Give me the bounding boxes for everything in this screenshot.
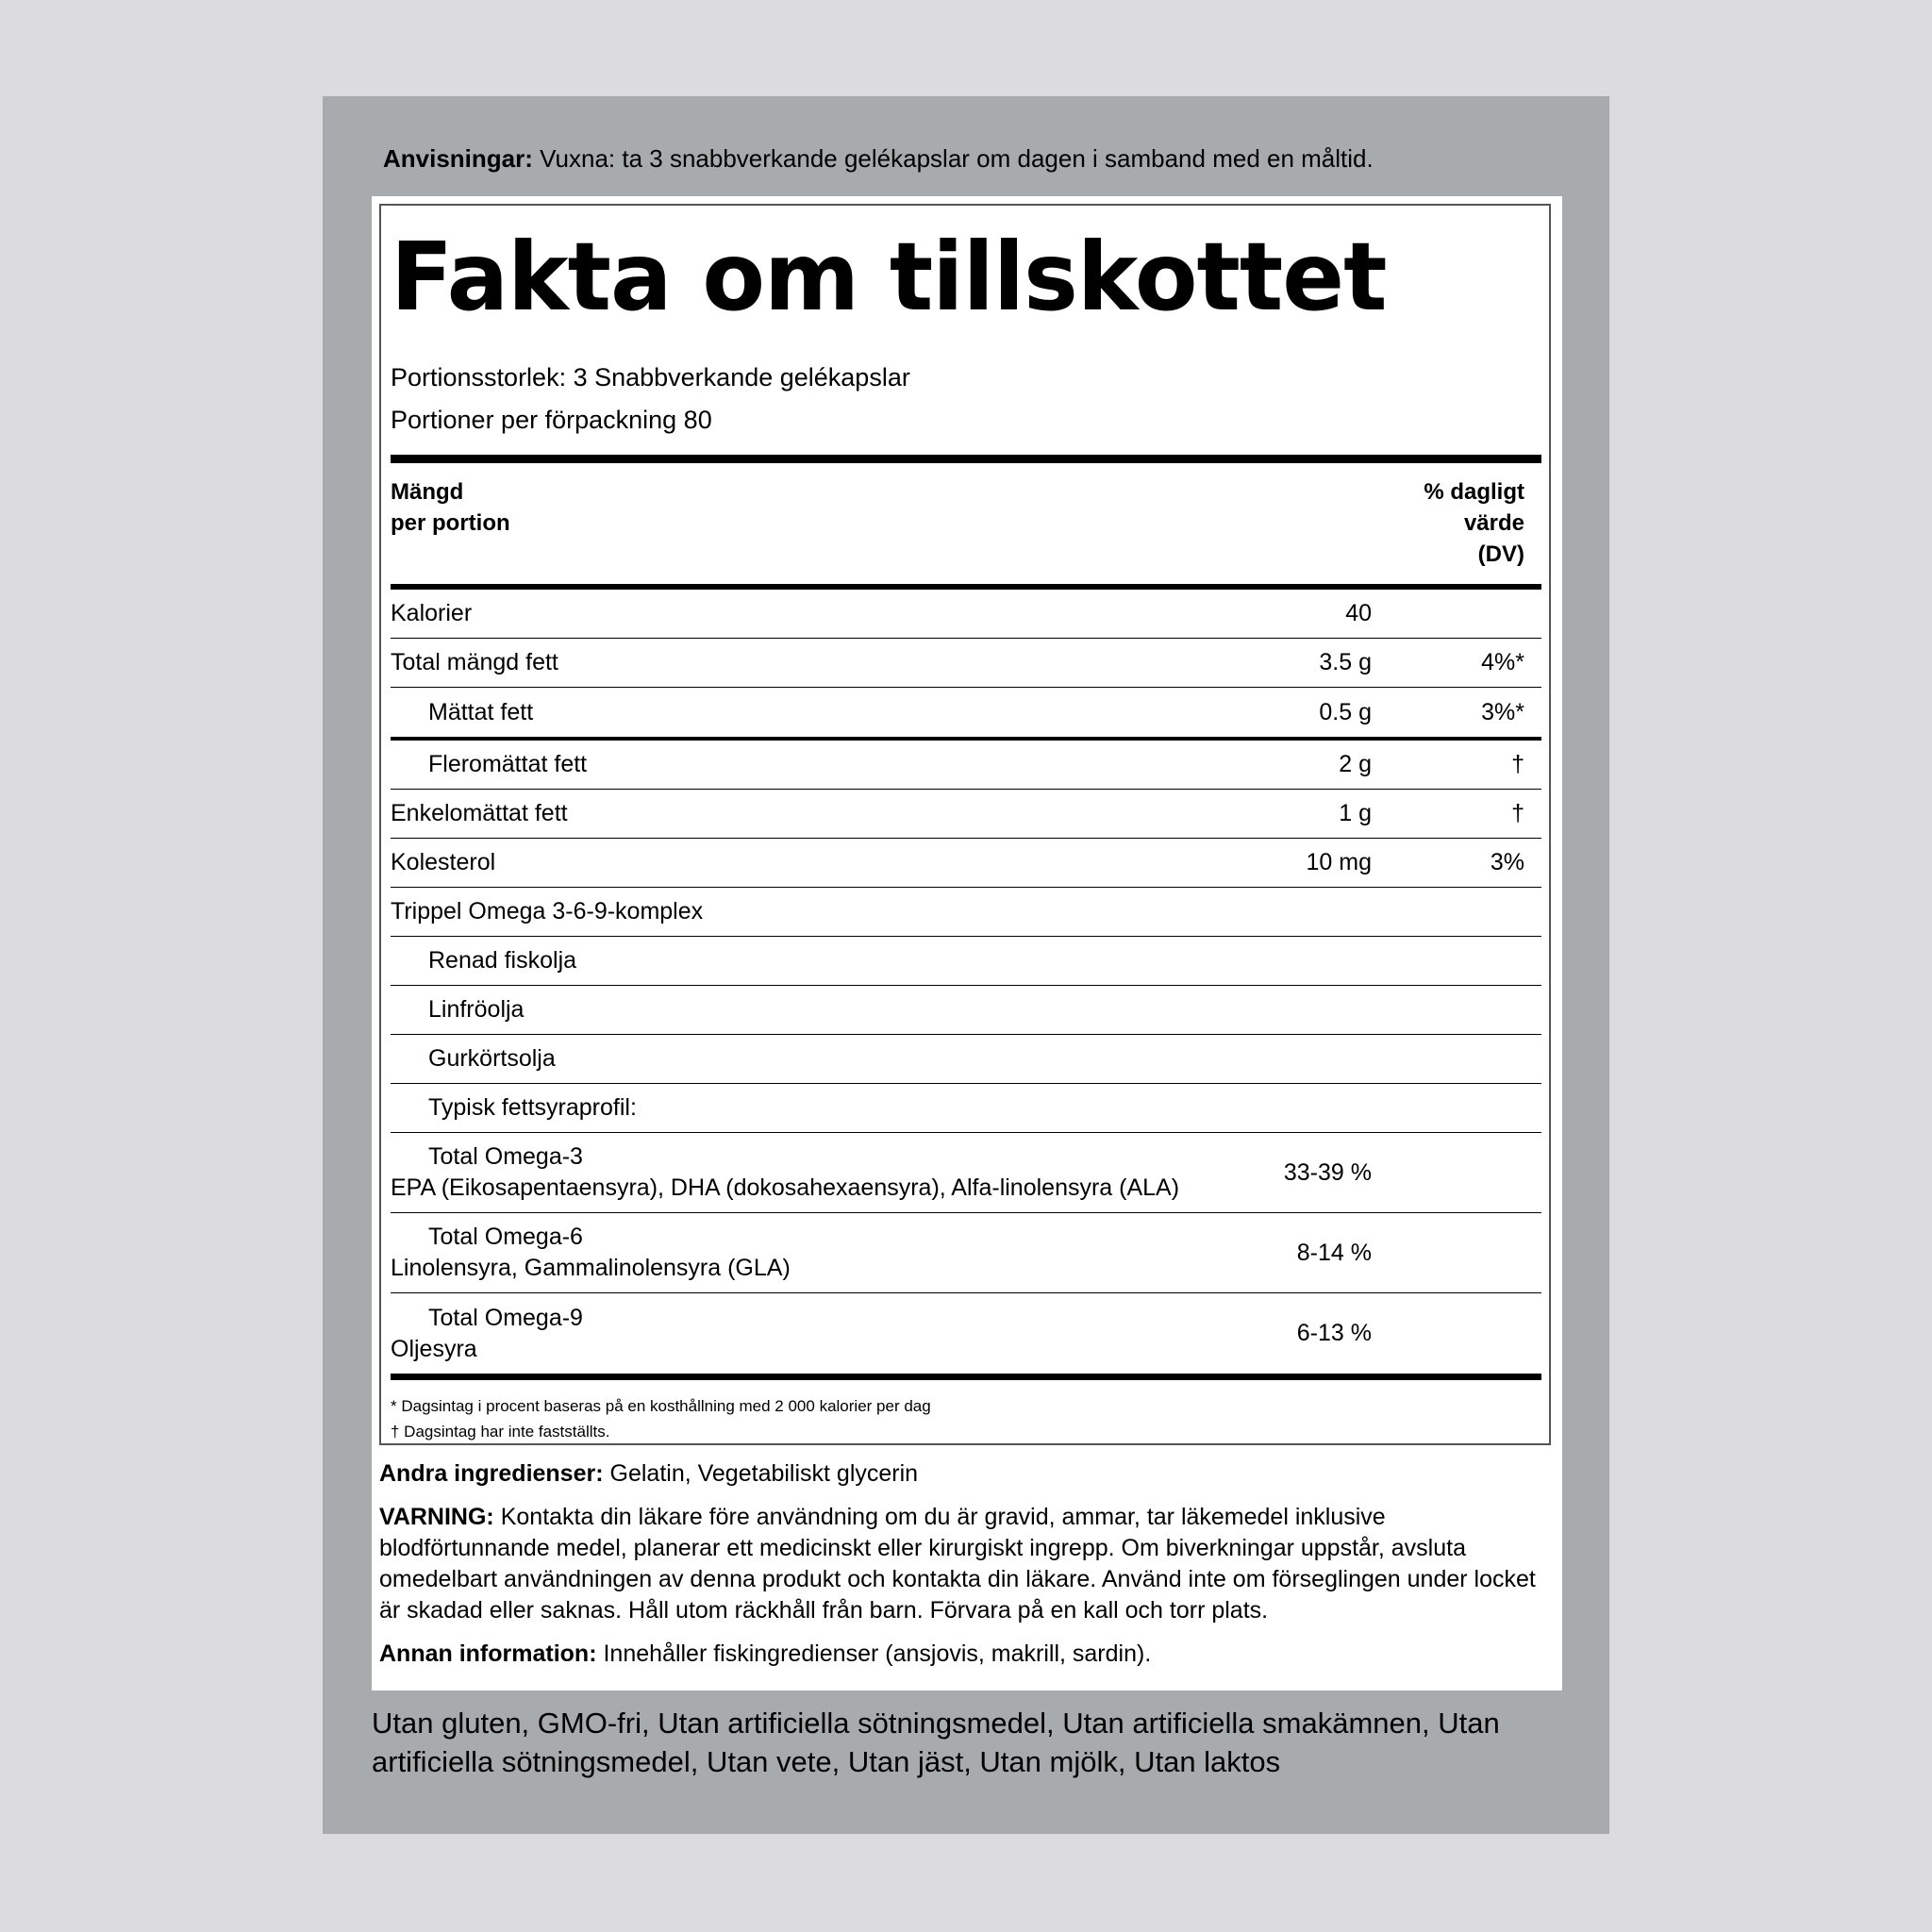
supplement-facts-box	[379, 204, 1551, 1445]
facts-header	[391, 463, 1541, 584]
profile-amount: 8-14 %	[1296, 1239, 1372, 1266]
warning-label: VARNING:	[379, 1504, 494, 1530]
nutrient-dv: 4%*	[1481, 649, 1524, 675]
nutrient-row	[391, 1084, 1541, 1133]
profile-detail: Oljesyra	[391, 1335, 477, 1362]
profile-row	[391, 1213, 1541, 1293]
nutrient-dv: †	[1511, 800, 1524, 826]
facts-title: Fakta om tillskottet	[391, 222, 1387, 332]
warning	[379, 1502, 1558, 1626]
nutrient-row	[391, 1035, 1541, 1084]
nutrient-name: Gurkörtsolja	[428, 1045, 556, 1072]
nutrient-name: Trippel Omega 3-6-9-komplex	[391, 898, 704, 924]
nutrient-name: Kalorier	[391, 600, 473, 626]
footnotes	[391, 1380, 1541, 1444]
other-info	[379, 1639, 1558, 1670]
serving-size: Portionsstorlek: 3 Snabbverkande gelékapslar	[391, 363, 910, 391]
nutrient-amount: 0.5 g	[1319, 698, 1372, 725]
label-panel	[323, 96, 1609, 1834]
divider	[391, 1374, 1541, 1380]
nutrient-amount: 3.5 g	[1319, 649, 1372, 675]
nutrient-name: Enkelomättat fett	[391, 800, 568, 826]
nutrient-dv: 3%	[1490, 849, 1524, 875]
nutrient-row	[391, 790, 1541, 839]
other-info-label: Annan information:	[379, 1641, 597, 1667]
nutrient-row	[391, 986, 1541, 1035]
nutrient-name: Fleromättat fett	[428, 751, 588, 777]
header-dv-1: % dagligt	[1424, 479, 1524, 505]
nutrient-amount: 10 mg	[1306, 849, 1372, 875]
nutrient-name: Mättat fett	[428, 698, 534, 725]
nutrient-row	[391, 590, 1541, 639]
directions-label: Anvisningar:	[383, 144, 533, 173]
footnote-dv: * Dagsintag i procent baseras på en kosthållning med 2 000 kalorier per dag	[391, 1397, 931, 1415]
divider	[391, 455, 1541, 463]
directions-text: Vuxna: ta 3 snabbverkande gelékapslar om dagen i samband med en måltid.	[532, 144, 1374, 173]
footnote-dagger: † Dagsintag har inte fastställts.	[391, 1423, 610, 1441]
header-dv-2: värde	[1463, 510, 1524, 536]
servings-per-container: Portioner per förpackning 80	[391, 406, 712, 434]
nutrient-amount: 40	[1345, 600, 1372, 626]
other-ingredients	[379, 1458, 1558, 1490]
nutrient-name: Renad fiskolja	[428, 947, 577, 974]
profile-title: Total Omega-6	[428, 1224, 583, 1250]
profile-detail: EPA (Eikosapentaensyra), DHA (dokosahexaensyra), Alfa-linolensyra (ALA)	[391, 1174, 1180, 1201]
nutrient-amount: 2 g	[1339, 751, 1372, 777]
nutrient-name: Linfröolja	[428, 996, 525, 1023]
facts-card	[372, 196, 1562, 1690]
nutrient-row	[391, 688, 1541, 737]
nutrient-name: Total mängd fett	[391, 649, 558, 675]
other-ingredients-text: Gelatin, Vegetabiliskt glycerin	[603, 1460, 919, 1487]
nutrient-row	[391, 639, 1541, 688]
nutrient-dv: †	[1511, 751, 1524, 777]
profile-row	[391, 1293, 1541, 1374]
warning-text: Kontakta din läkare före användning om du är gravid, ammar, tar läkemedel inklusive blodförtunnande medel, planerar ett medicinskt eller kirurgiskt ingrepp. Om biverkningar uppstår, avsluta omedelbart användningen av denna produkt och kontakta din läkare. Använd inte om förseglingen under locket är skadad eller saknas. Håll utom räckhåll från barn. Förvara på en kall och torr plats.	[379, 1504, 1536, 1624]
nutrient-dv: 3%*	[1481, 698, 1524, 725]
profile-title: Total Omega-9	[428, 1304, 583, 1331]
profile-title: Total Omega-3	[428, 1143, 583, 1170]
profile-amount: 33-39 %	[1283, 1158, 1372, 1186]
nutrient-row	[391, 839, 1541, 888]
nutrient-row	[391, 741, 1541, 790]
profile-amount: 6-13 %	[1296, 1320, 1372, 1346]
other-ingredients-label: Andra ingredienser:	[379, 1460, 604, 1487]
nutrient-name: Kolesterol	[391, 849, 496, 875]
header-amount-2: per portion	[391, 510, 510, 536]
nutrient-name: Typisk fettsyraprofil:	[428, 1094, 637, 1121]
label-text	[379, 1458, 1558, 1682]
nutrient-row	[391, 937, 1541, 986]
profile-detail: Linolensyra, Gammalinolensyra (GLA)	[391, 1255, 791, 1281]
free-from-claims: Utan gluten, GMO-fri, Utan artificiella sötningsmedel, Utan artificiella smakämnen, Utan artificiella sötningsmedel, Utan vete, Utan jäst, Utan mjölk, Utan laktos	[372, 1707, 1500, 1778]
header-dv-3: (DV)	[1477, 541, 1524, 567]
header-amount-1: Mängd	[391, 479, 464, 505]
nutrient-amount: 1 g	[1339, 800, 1372, 826]
directions	[383, 142, 1572, 175]
profile-row	[391, 1133, 1541, 1213]
other-info-text: Innehåller fiskingredienser (ansjovis, makrill, sardin).	[596, 1641, 1152, 1667]
nutrient-row	[391, 888, 1541, 937]
